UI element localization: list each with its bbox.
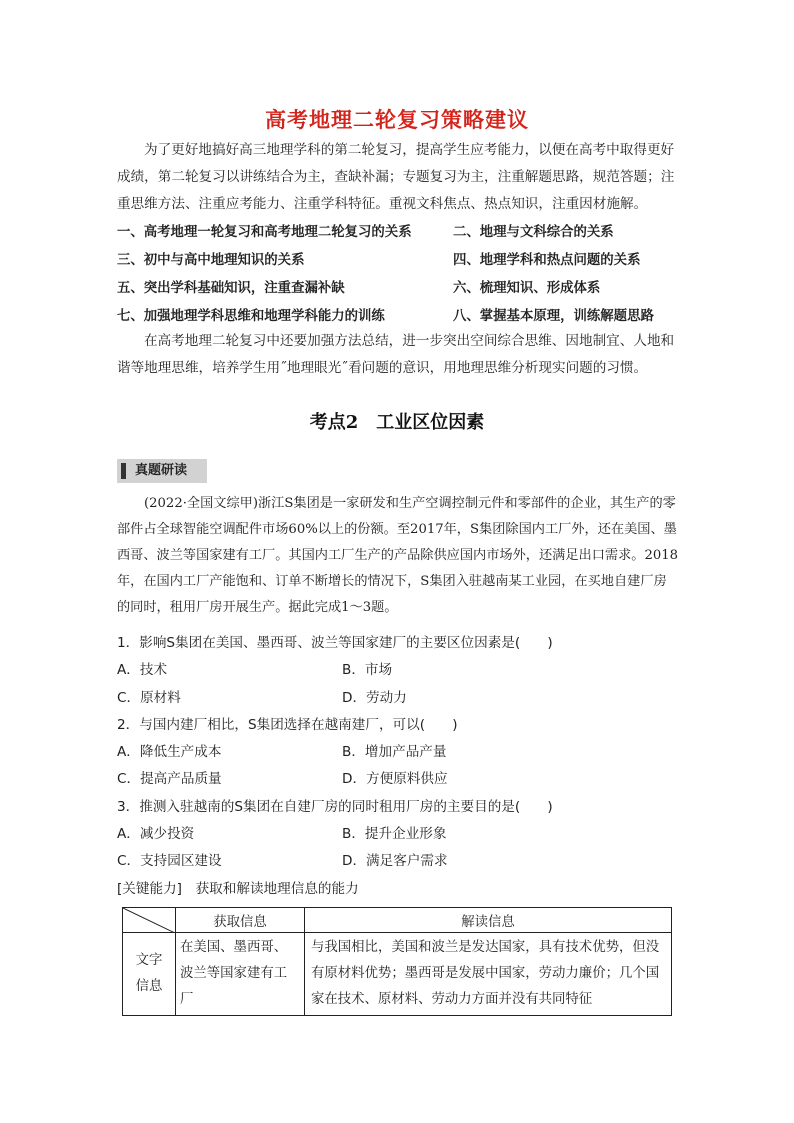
- point-item: 六、梳理知识、形成体系: [453, 281, 601, 296]
- option: C．提高产品质量: [117, 771, 222, 788]
- option-row: [117, 657, 679, 684]
- tag-label: 真题研读: [135, 463, 188, 478]
- option-row: [117, 848, 679, 875]
- option: D．方便原料供应: [342, 771, 448, 788]
- question-list: [117, 630, 679, 903]
- page-title: 高考地理二轮复习策略建议: [265, 108, 529, 132]
- header-interpretation: 解读信息: [305, 908, 672, 933]
- option: A．降低生产成本: [117, 744, 222, 761]
- key-ability-label: [关键能力] 获取和解读地理信息的能力: [117, 880, 359, 897]
- source-material: [117, 491, 679, 621]
- diagonal-corner-cell: [123, 908, 176, 933]
- cell-obtained: 在美国、墨西哥、波兰等国家建有工厂: [176, 933, 305, 1016]
- row-label: 文字信息: [123, 933, 176, 1016]
- point-row: [117, 303, 679, 331]
- question-stem: 2．与国内建厂相比，S集团选择在越南建厂，可以( ): [117, 716, 458, 733]
- option: A．技术: [117, 662, 168, 679]
- closing-text: 在高考地理二轮复习中还要加强方法总结，进一步突出空间综合思维、因地制宜、人地和谐等地理思维，培养学生用˝地理眼光˝看问题的意识，用地理思维分析现实问题的习惯。: [117, 333, 675, 376]
- tag-bar-icon: [121, 463, 126, 479]
- section-tag: [117, 459, 207, 483]
- option: C．原材料: [117, 689, 181, 706]
- closing-paragraph: [117, 328, 679, 382]
- section-title: 考点2 工业区位因素: [309, 412, 485, 433]
- intro-paragraph: [117, 137, 679, 218]
- option: B．提升企业形象: [342, 826, 447, 843]
- point-item: 七、加强地理学科思维和地理学科能力的训练: [117, 309, 385, 324]
- option-row: [117, 766, 679, 793]
- option-row: [117, 685, 679, 712]
- point-item: 一、高考地理一轮复习和高考地理二轮复习的关系: [117, 225, 412, 240]
- option: D．满足客户需求: [342, 853, 448, 870]
- option: C．支持园区建设: [117, 853, 222, 870]
- header-obtained: 获取信息: [176, 908, 305, 933]
- question-stem: 3．推测入驻越南的S集团在自建厂房的同时租用厂房的主要目的是( ): [117, 798, 553, 815]
- point-item: 三、初中与高中地理知识的关系: [117, 253, 305, 268]
- option: B．市场: [342, 662, 393, 679]
- material-text: (2022·全国文综甲)浙江S集团是一家研发和生产空调控制元件和零部件的企业，其生产的零部件占全球智能空调配件市场60%以上的份额。至2017年，S集团除国内工厂外，还在美国、墨西哥、波兰等国家建有工厂。其国内工厂生产的产品除供应国内市场外，还满足出口需求。2018年，在国内工厂产能饱和、订单不断增长的情况下，S集团入驻越南某工业园，在买地自建厂房的同时，租用厂房开展生产。据此完成1～3题。: [117, 496, 679, 615]
- analysis-table: [122, 907, 672, 1016]
- strategy-points: [117, 219, 679, 331]
- point-item: 五、突出学科基础知识，注重查漏补缺: [117, 281, 345, 296]
- cell-interpretation: 与我国相比，美国和波兰是发达国家，具有技术优势，但没有原材料优势；墨西哥是发展中国家，劳动力廉价；几个国家在技术、原材料、劳动力方面并没有共同特征: [305, 933, 672, 1016]
- point-item: 四、地理学科和热点问题的关系: [453, 253, 641, 268]
- intro-text: 为了更好地搞好高三地理学科的第二轮复习，提高学生应考能力，以便在高考中取得更好成绩，第二轮复习以讲练结合为主，查缺补漏；专题复习为主，注重解题思路，规范答题；注重思维方法、注重应考能力、注重学科特征。重视文科焦点、热点知识，注重因材施解。: [117, 142, 675, 212]
- point-item: 八、掌握基本原理，训练解题思路: [453, 309, 654, 324]
- option: A．减少投资: [117, 826, 195, 843]
- point-item: 二、地理与文科综合的关系: [453, 225, 614, 240]
- question-stem: 1．影响S集团在美国、墨西哥、波兰等国家建厂的主要区位因素是( ): [117, 635, 553, 651]
- table-header-row: [123, 908, 672, 933]
- table-row: [123, 933, 672, 1016]
- diagonal-line-icon: [123, 908, 175, 933]
- option-row: [117, 821, 679, 848]
- point-row: [117, 247, 679, 275]
- point-row: [117, 219, 679, 247]
- point-row: [117, 275, 679, 303]
- option: D．劳动力: [342, 689, 407, 706]
- option-row: [117, 739, 679, 766]
- option: B．增加产品产量: [342, 744, 447, 761]
